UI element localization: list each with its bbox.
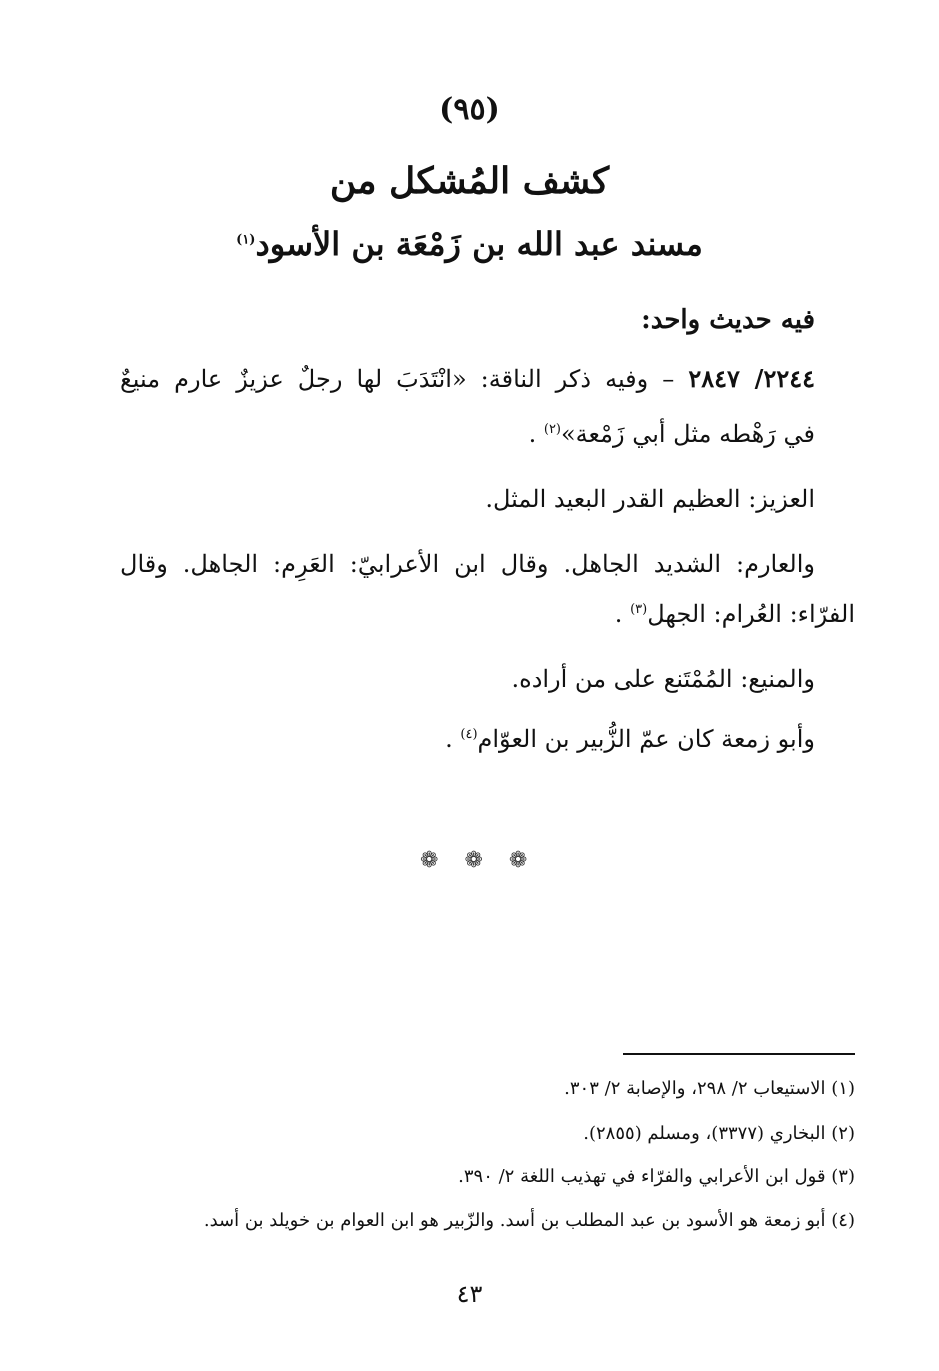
hadith-text-2: في رَهْطه مثل أبي زَمْعة» — [561, 420, 815, 448]
definition-arim-end: . — [614, 600, 631, 628]
definition-arim-text: الفرّاء: العُرام: الجهل — [647, 600, 855, 628]
footnote-ref-1: (١) — [236, 232, 256, 248]
note-abu-zama — [120, 725, 815, 754]
footnote-ref-4: (٤) — [460, 727, 478, 742]
hadith-line-1 — [120, 365, 815, 394]
ornament-icon: ❁ — [420, 848, 439, 873]
hadith-intro: فيه حديث واحد: — [641, 305, 815, 335]
abu-zama-text: وأبو زمعة كان عمّ الزُّبير بن العوّام — [477, 725, 815, 753]
abu-zama-end: . — [445, 725, 461, 753]
ornament-icon: ❁ — [464, 848, 483, 873]
chapter-subtitle-text: مسند عبد الله بن زَمْعَة بن الأسود — [255, 225, 703, 263]
page-number: ٤٣ — [456, 1280, 483, 1308]
section-divider-ornaments — [420, 848, 560, 873]
footnote-3: (٣) قول ابن الأعرابي والفرّاء في تهذيب اللغة ٢/ ٣٩٠. — [458, 1166, 855, 1187]
footnote-1: (١) الاستيعاب ٢/ ٢٩٨، والإصابة ٢/ ٣٠٣. — [564, 1078, 855, 1099]
ornament-icon: ❁ — [508, 848, 528, 873]
definition-aziz: العزيز: العظيم القدر البعيد المثل. — [485, 485, 815, 513]
chapter-number: (٩٥) — [439, 92, 500, 127]
definition-arim-line-2 — [120, 600, 855, 629]
footnote-2: (٢) البخاري (٣٣٧٧)، ومسلم (٢٨٥٥). — [583, 1123, 855, 1144]
footnote-ref-2: (٢) — [543, 422, 561, 437]
hadith-end: . — [528, 420, 544, 448]
definition-arim-line-1: والعارم: الشديد الجاهل. وقال ابن الأعرابيّ: العَرِم: الجاهل. وقال — [120, 550, 815, 578]
definition-mani: والمنيع: المُمْتَنع على من أراده. — [511, 665, 815, 693]
hadith-line-2 — [120, 420, 815, 449]
hadith-number: ٢٢٤٤/ ٢٨٤٧ — [688, 364, 816, 393]
hadith-text-1: – وفيه ذكر الناقة: «انْتَدَبَ لها رجلٌ عزيزٌ عارم منيعٌ — [120, 365, 689, 393]
chapter-subtitle — [0, 225, 939, 263]
footnote-divider — [623, 1053, 855, 1055]
footnote-ref-3: (٣) — [630, 602, 648, 617]
chapter-title: كشف المُشكل من — [329, 160, 610, 202]
footnote-4: (٤) أبو زمعة هو الأسود بن عبد المطلب بن أسد. والزّبير هو ابن العوام بن خويلد بن أسد. — [203, 1210, 855, 1231]
